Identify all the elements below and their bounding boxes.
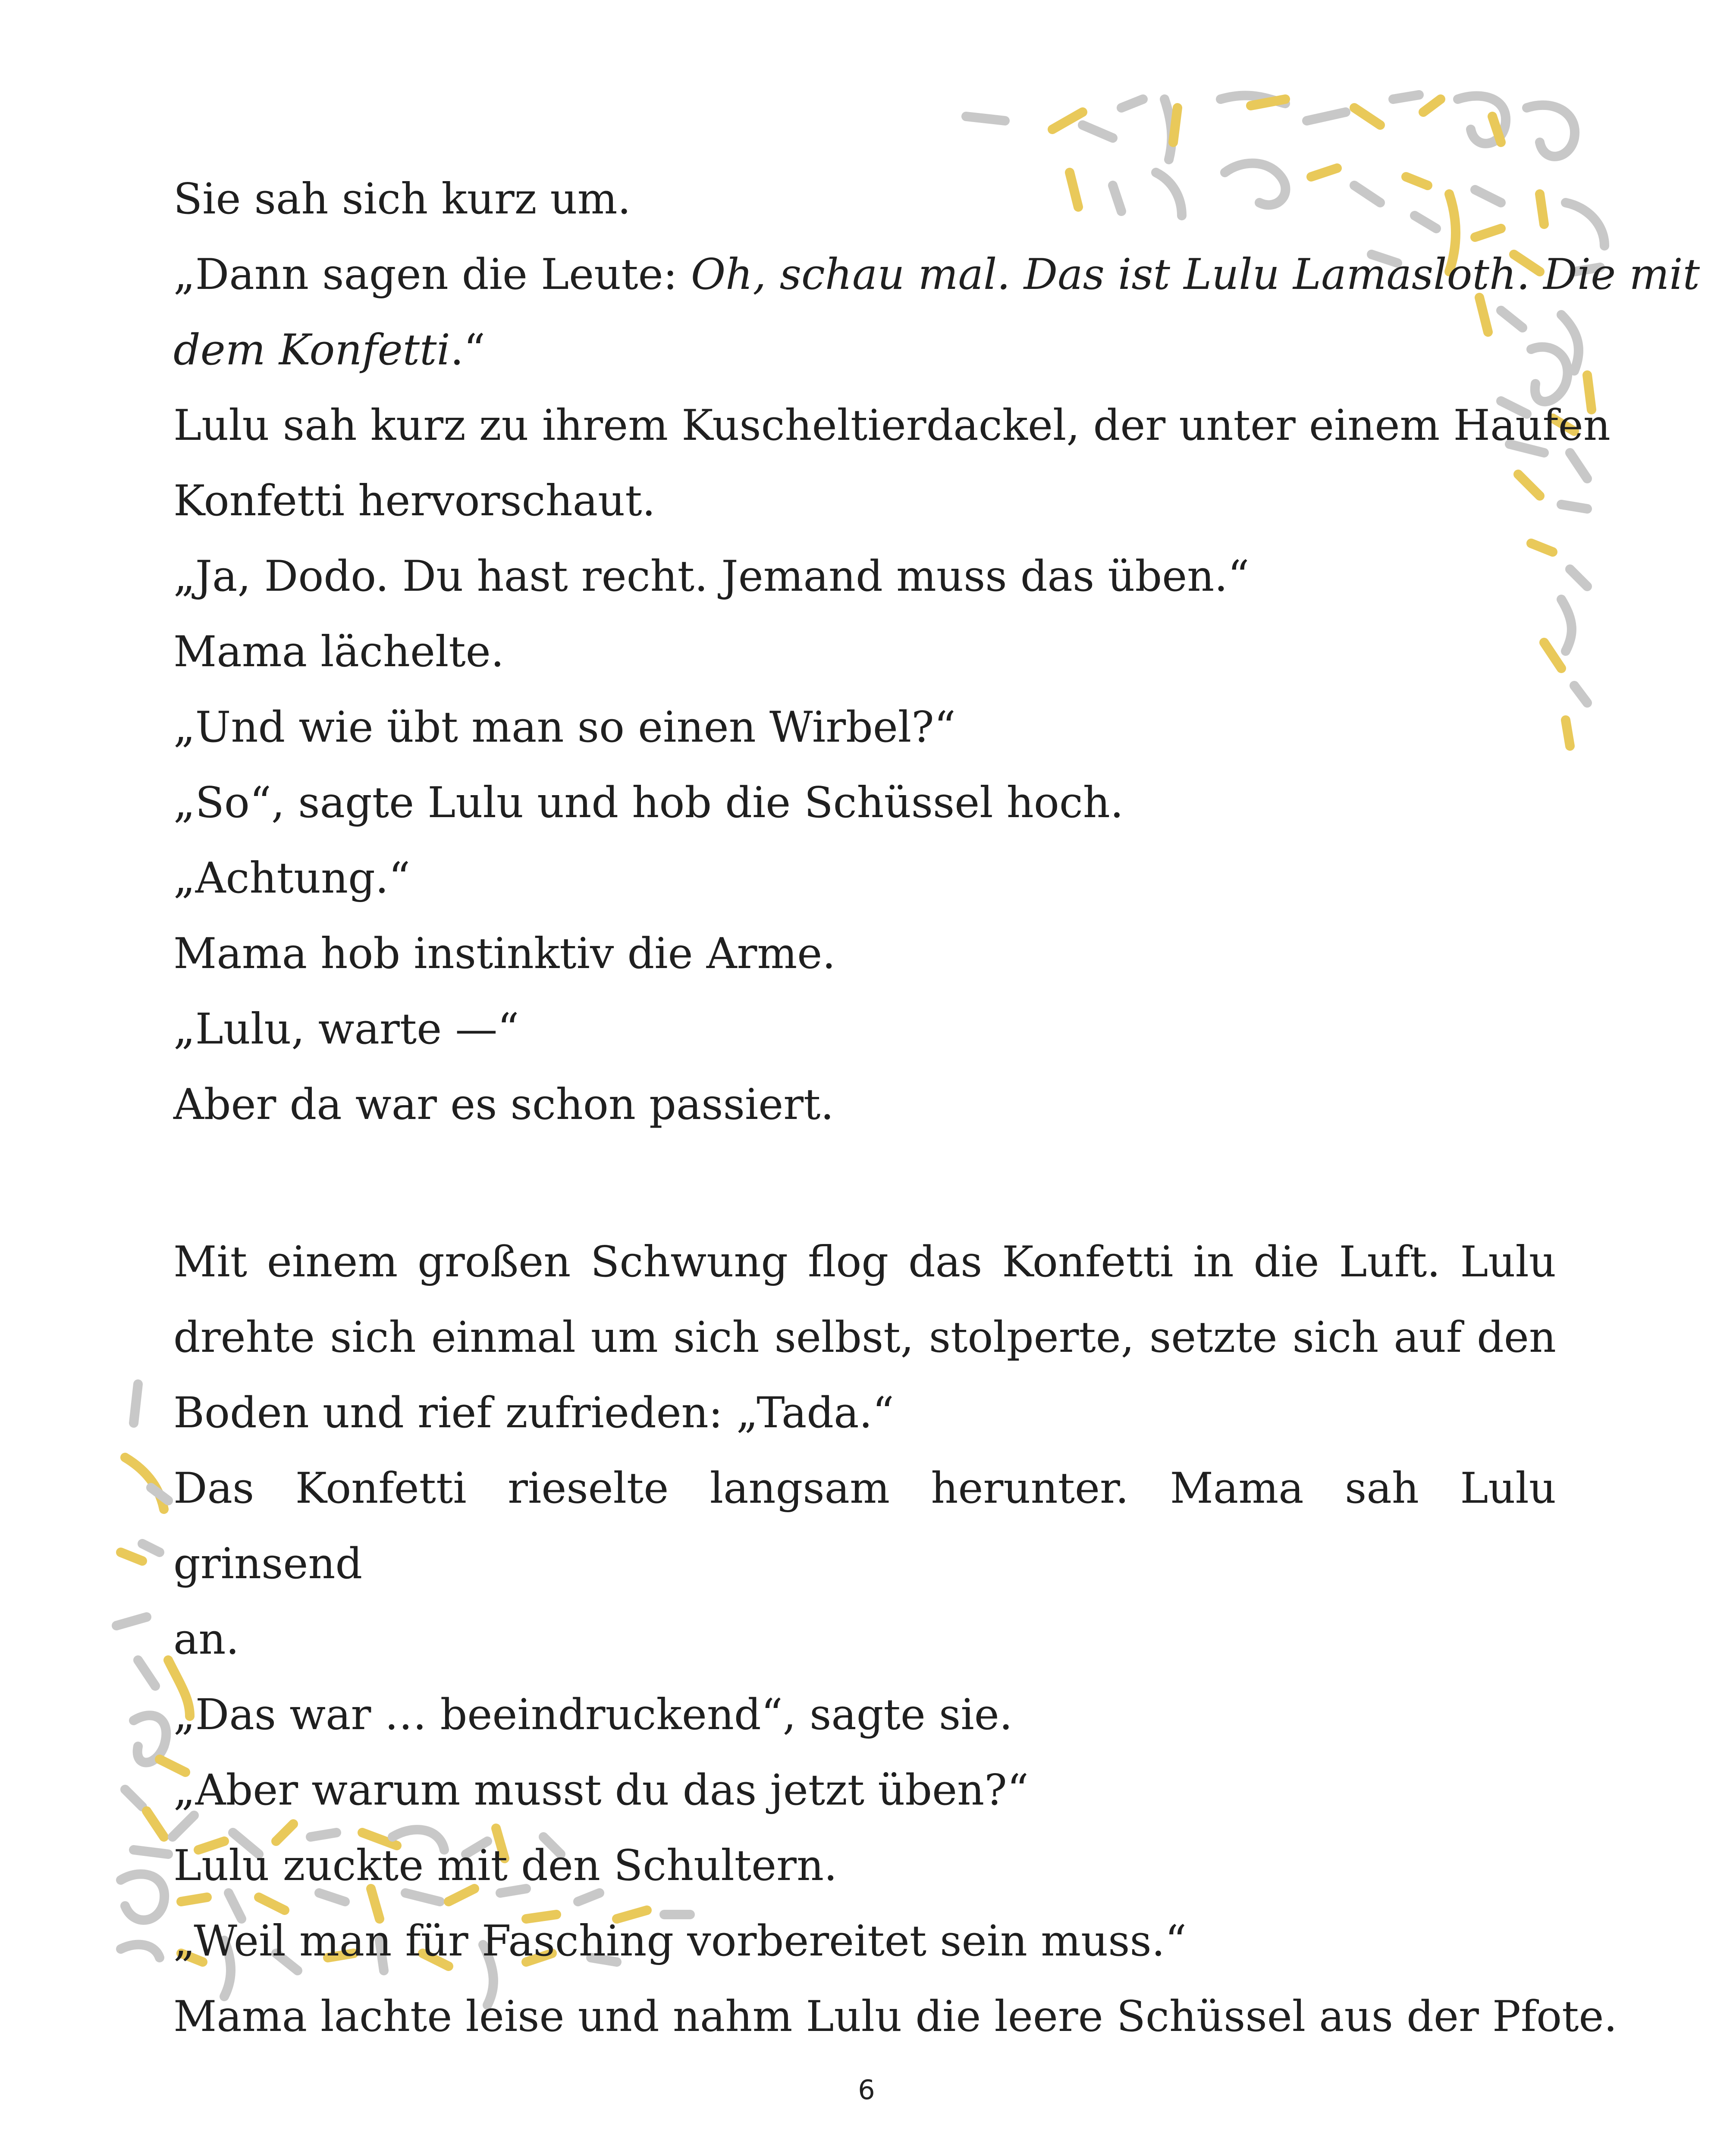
text-line: „Und wie übt man so einen Wirbel?“ bbox=[173, 703, 956, 752]
text-run: .“ bbox=[450, 326, 486, 375]
story-paragraph-1 bbox=[173, 162, 1700, 1143]
text-line: Das Konfetti rieselte langsam herunter. Mama sah Lulu grinsend bbox=[173, 1464, 1556, 1589]
text-line: Mit einem großen Schwung flog das Konfetti in die Luft. Lulu bbox=[173, 1238, 1556, 1287]
italic-text-run: Oh, schau mal. Das ist Lulu Lamasloth. Die mit bbox=[691, 250, 1700, 299]
text-line: an. bbox=[173, 1615, 239, 1664]
text-line: Lulu zuckte mit den Schultern. bbox=[173, 1841, 838, 1890]
text-run: „Dann sagen die Leute: bbox=[173, 250, 691, 299]
text-line bbox=[173, 313, 1556, 388]
text-line bbox=[173, 237, 1700, 313]
text-line: Konfetti hervorschaut. bbox=[173, 476, 656, 526]
text-line: Mama lachte leise und nahm Lulu die leere Schüssel aus der Pfote. bbox=[173, 1992, 1617, 2041]
italic-text-run: dem Konfetti bbox=[173, 326, 450, 375]
text-line: „Das war … beeindruckend“, sagte sie. bbox=[173, 1690, 1013, 1739]
text-line: drehte sich einmal um sich selbst, stolperte, setzte sich auf den bbox=[173, 1313, 1556, 1362]
text-line: „Ja, Dodo. Du hast recht. Jemand muss das üben.“ bbox=[173, 552, 1250, 601]
story-paragraph-2 bbox=[173, 1225, 1617, 2055]
text-line: Sie sah sich kurz um. bbox=[173, 175, 631, 224]
text-line: „So“, sagte Lulu und hob die Schüssel hoch. bbox=[173, 778, 1124, 827]
text-line: Mama lächelte. bbox=[173, 627, 504, 677]
text-line: Mama hob instinktiv die Arme. bbox=[173, 929, 836, 978]
text-line: „Achtung.“ bbox=[173, 854, 411, 903]
text-line: Aber da war es schon passiert. bbox=[173, 1080, 834, 1129]
text-line: Lulu sah kurz zu ihrem Kuscheltierdackel, der unter einem Haufen bbox=[173, 401, 1611, 450]
text-line: „Lulu, warte —“ bbox=[173, 1005, 519, 1054]
text-line: „Aber warum musst du das jetzt üben?“ bbox=[173, 1766, 1029, 1815]
page-number: 6 bbox=[858, 2074, 875, 2106]
text-line: Boden und rief zufrieden: „Tada.“ bbox=[173, 1388, 894, 1438]
text-line: „Weil man für Fasching vorbereitet sein muss.“ bbox=[173, 1917, 1187, 1966]
